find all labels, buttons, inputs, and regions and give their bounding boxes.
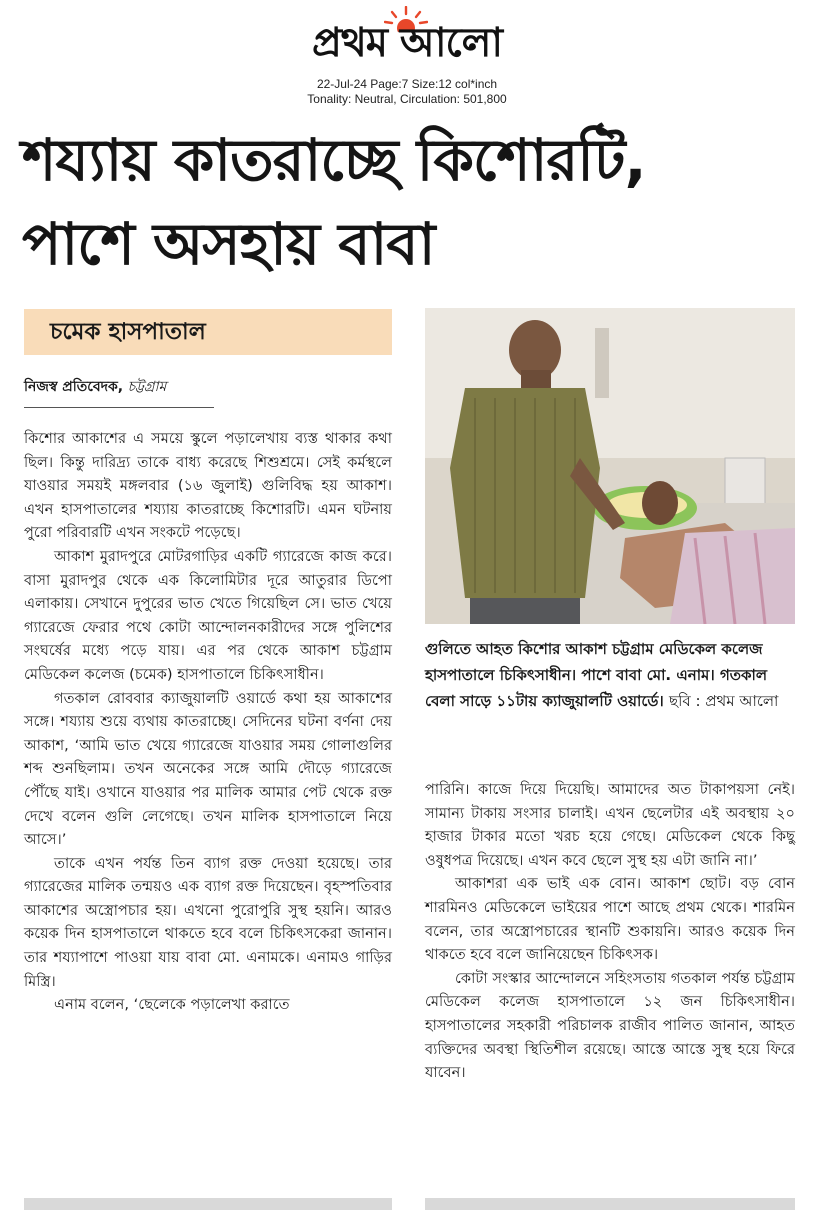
- clip-meta-circulation: Tonality: Neutral, Circulation: 501,800: [307, 92, 507, 106]
- masthead: [0, 6, 814, 68]
- clip-meta-date: 22-Jul-24 Page:7 Size:12 col*inch: [316, 77, 498, 91]
- paragraph: কিশোর আকাশের এ সময়ে স্কুলে পড়ালেখায় ব্যস্ত থাকার কথা ছিল। কিন্তু দারিদ্র্য তাকে বাধ্য করেছে শিশুশ্রমে। সেই কর্মস্থলে যাওয়ার সময়ই মঙ্গলবার (১৬ জুলাই) গুলিবিদ্ধ হয় আকাশ। এখন হাসপাতালের শয্যায় কাতরাচ্ছে কিশোরটি। এমন ঘটনায় পুরো পরিবারটি এখন সংকটে পড়েছে।: [24, 430, 392, 542]
- headline-line-1: শয্যায় কাতরাচ্ছে কিশোরটি,: [22, 126, 646, 194]
- photo-credit: ছবি : প্রথম আলো: [669, 692, 779, 710]
- paragraph: তাকে এখন পর্যন্ত তিন ব্যাগ রক্ত দেওয়া হয়েছে। তার গ্যারেজের মালিক তন্ময়ও এক ব্যাগ রক্ত দিয়েছেন। বৃহস্পতিবার আকাশের অস্ত্রোপচার হয়। এখনো পুরোপুরি সুস্থ হয়নি। আরও কয়েক দিন হাসপাতালে থাকতে হবে বলে চিকিৎসকেরা জানান। তার শয্যাপাশে পাওয়া যায় বাবা মো. এনামকে। এনামও গাড়ির মিস্ত্রি।: [24, 854, 392, 990]
- bottom-divider: [425, 1198, 795, 1210]
- hospital-photo: [425, 308, 795, 624]
- paragraph: এনাম বলেন, ‘ছেলেকে পড়ালেখা করাতে: [54, 996, 290, 1014]
- newspaper-logo: প্রথম আলো: [311, 20, 503, 66]
- article-column-right: [425, 778, 795, 1085]
- article-column-left: [24, 427, 392, 1017]
- photo-caption: [425, 636, 795, 714]
- byline-place: চট্টগ্রাম: [127, 379, 167, 395]
- paragraph: গতকাল রোববার ক্যাজুয়ালটি ওয়ার্ডে কথা হয় আকাশের সঙ্গে। শয্যায় শুয়ে ব্যথায় কাতরাচ্ছে। সেদিনের ঘটনা বর্ণনা দেয় আকাশ, ‘আমি ভাত খেয়ে গ্যারেজে যাওয়ার সময় গোলাগুলির শব্দ শুনছিলাম। তখন অনেকের সঙ্গে আমি দৌড়ে গ্যারেজে পৌঁছে যাই। ওখানে যাওয়ার পর মালিক আমার পেট থেকে রক্ত দেখে বলেন গুলি লেগেছে। তখন মালিক হাসপাতালে নিয়ে আসে।’: [24, 689, 392, 849]
- caption-text: গুলিতে আহত কিশোর আকাশ চট্টগ্রাম মেডিকেল কলেজ হাসপাতালে চিকিৎসাধীন। পাশে বাবা মো. এনাম। গতকাল বেলা সাড়ে ১১টায় ক্যাজুয়ালটি ওয়ার্ডে।: [425, 640, 768, 710]
- paragraph: আকাশরা এক ভাই এক বোন। আকাশ ছোট। বড় বোন শারমিনও মেডিকেলে ভাইয়ের পাশে আছে প্রথম থেকে। শারমিন বলেন, তার অস্ত্রোপচারের স্থানটি শুকায়নি। আরও কয়েক দিন থাকতে হবে বলে জানিয়েছেন চিকিৎসক।: [425, 875, 795, 964]
- paragraph: পারিনি। কাজে দিয়ে দিয়েছি। আমাদের অত টাকাপয়সা নেই। সামান্য টাকায় সংসার চালাই। এখন ছেলেটার এই অবস্থায় ২০ হাজার টাকার মতো খরচ হয়ে গেছে। মেডিকেল থেকে কিছু ওষুধপত্র দিয়েছে। এখন কবে ছেলে সুস্থ হয় এটা জানি না।’: [425, 781, 795, 869]
- byline-divider: [24, 407, 214, 408]
- section-kicker: চমেক হাসপাতাল: [24, 309, 392, 355]
- paragraph: কোটা সংস্কার আন্দোলনে সহিংসতায় গতকাল পর্যন্ত চট্টগ্রাম মেডিকেল কলেজ হাসপাতালে ১২ জন চিকিৎসাধীন। হাসপাতালের সহকারী পরিচালক রাজীব পালিত জানান, আহত ব্যক্তিদের অবস্থা স্থিতিশীল রয়েছে। আস্তে আস্তে সুস্থ হয়ে ফিরে যাবেন।: [425, 969, 795, 1082]
- headline-line-2: পাশে অসহায় বাবা: [22, 210, 435, 278]
- byline-reporter: নিজস্ব প্রতিবেদক,: [24, 379, 124, 395]
- bottom-divider: [24, 1198, 392, 1210]
- byline: [24, 376, 166, 398]
- headline: [22, 118, 802, 286]
- paragraph: আকাশ মুরাদপুরে মোটরগাড়ির একটি গ্যারেজে কাজ করে। বাসা মুরাদপুর থেকে এক কিলোমিটার দূরে আতুরার ডিপো এলাকায়। সেখানে দুপুরের ভাত খেতে গিয়েছিল সে। ভাত খেয়ে গ্যারেজে ফেরার পথে কোটা আন্দোলনকারীদের সঙ্গে পুলিশের সংঘর্ষের মধ্যে পড়ে যায়। এর পর থেকে আকাশ চট্টগ্রাম মেডিকেল কলেজ (চমেক) হাসপাতালে চিকিৎসাধীন।: [24, 547, 392, 683]
